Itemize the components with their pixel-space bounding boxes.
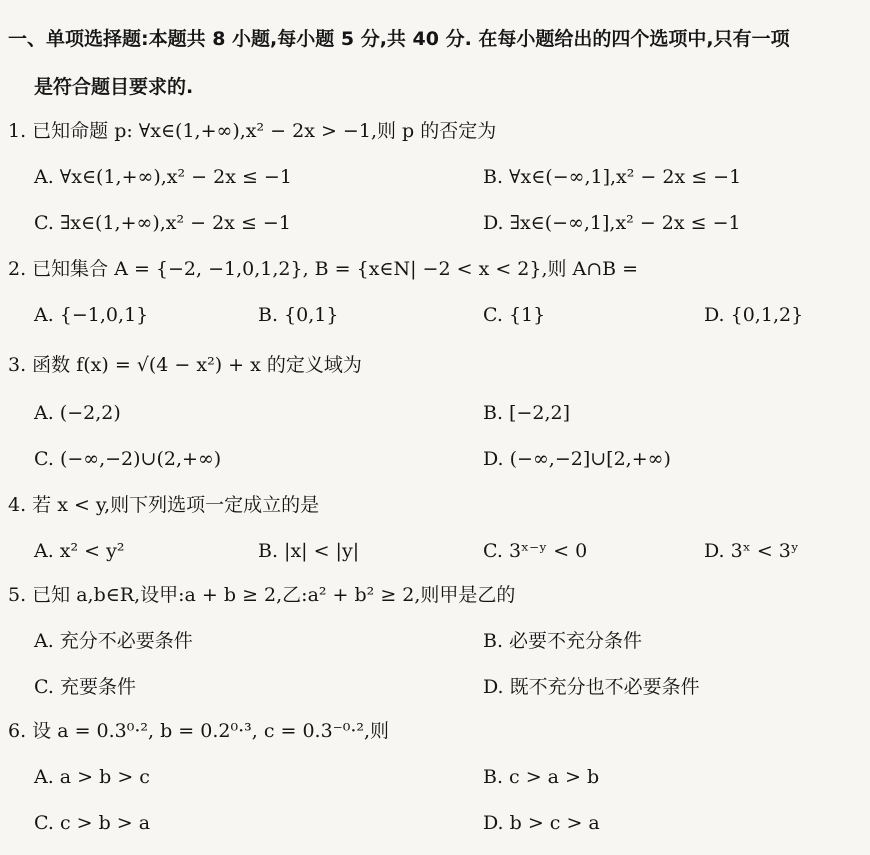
question-4-option-a: A. x² < y² xyxy=(34,540,125,562)
question-6-option-d: D. b > c > a xyxy=(483,812,600,834)
question-6-option-b: B. c > a > b xyxy=(483,766,600,788)
question-1-stem: 1. 已知命题 p: ∀x∈(1,+∞),x² − 2x > −1,则 p 的否定为 xyxy=(8,120,497,142)
question-5-option-a: A. 充分不必要条件 xyxy=(34,630,193,652)
question-1-option-b: B. ∀x∈(−∞,1],x² − 2x ≤ −1 xyxy=(483,166,742,188)
question-5-option-b: B. 必要不充分条件 xyxy=(483,630,643,652)
question-2-option-d: D. {0,1,2} xyxy=(704,304,804,326)
question-1-option-a: A. ∀x∈(1,+∞),x² − 2x ≤ −1 xyxy=(34,166,292,188)
question-4-option-c: C. 3ˣ⁻ʸ < 0 xyxy=(483,540,588,562)
question-3-option-d: D. (−∞,−2]∪[2,+∞) xyxy=(483,448,671,470)
question-3-option-a: A. (−2,2) xyxy=(34,402,121,424)
question-3-option-b: B. [−2,2] xyxy=(483,402,571,424)
section-heading-line2: 是符合题目要求的. xyxy=(34,76,194,98)
question-6-option-a: A. a > b > c xyxy=(34,766,150,788)
question-6-option-c: C. c > b > a xyxy=(34,812,151,834)
question-5-stem: 5. 已知 a,b∈R,设甲:a + b ≥ 2,乙:a² + b² ≥ 2,则甲是乙的 xyxy=(8,584,516,606)
question-2-option-b: B. {0,1} xyxy=(258,304,339,326)
question-5-option-c: C. 充要条件 xyxy=(34,676,136,698)
question-5-option-d: D. 既不充分也不必要条件 xyxy=(483,676,700,698)
question-4-option-d: D. 3ˣ < 3ʸ xyxy=(704,540,799,562)
question-1-option-d: D. ∃x∈(−∞,1],x² − 2x ≤ −1 xyxy=(483,212,741,234)
question-2-option-c: C. {1} xyxy=(483,304,546,326)
section-heading-line1: 一、单项选择题:本题共 8 小题,每小题 5 分,共 40 分. 在每小题给出的四个选项中,只有一项 xyxy=(8,28,790,50)
question-3-option-c: C. (−∞,−2)∪(2,+∞) xyxy=(34,448,222,470)
question-1-option-c: C. ∃x∈(1,+∞),x² − 2x ≤ −1 xyxy=(34,212,291,234)
question-4-option-b: B. |x| < |y| xyxy=(258,540,360,562)
question-6-stem: 6. 设 a = 0.3⁰·², b = 0.2⁰·³, c = 0.3⁻⁰·²,则 xyxy=(8,720,390,742)
question-2-option-a: A. {−1,0,1} xyxy=(34,304,149,326)
question-4-stem: 4. 若 x < y,则下列选项一定成立的是 xyxy=(8,494,320,516)
question-3-stem: 3. 函数 f(x) = √(4 − x²) + x 的定义域为 xyxy=(8,354,362,376)
question-2-stem: 2. 已知集合 A = {−2, −1,0,1,2}, B = {x∈N| −2 < x < 2},则 A∩B = xyxy=(8,258,639,280)
